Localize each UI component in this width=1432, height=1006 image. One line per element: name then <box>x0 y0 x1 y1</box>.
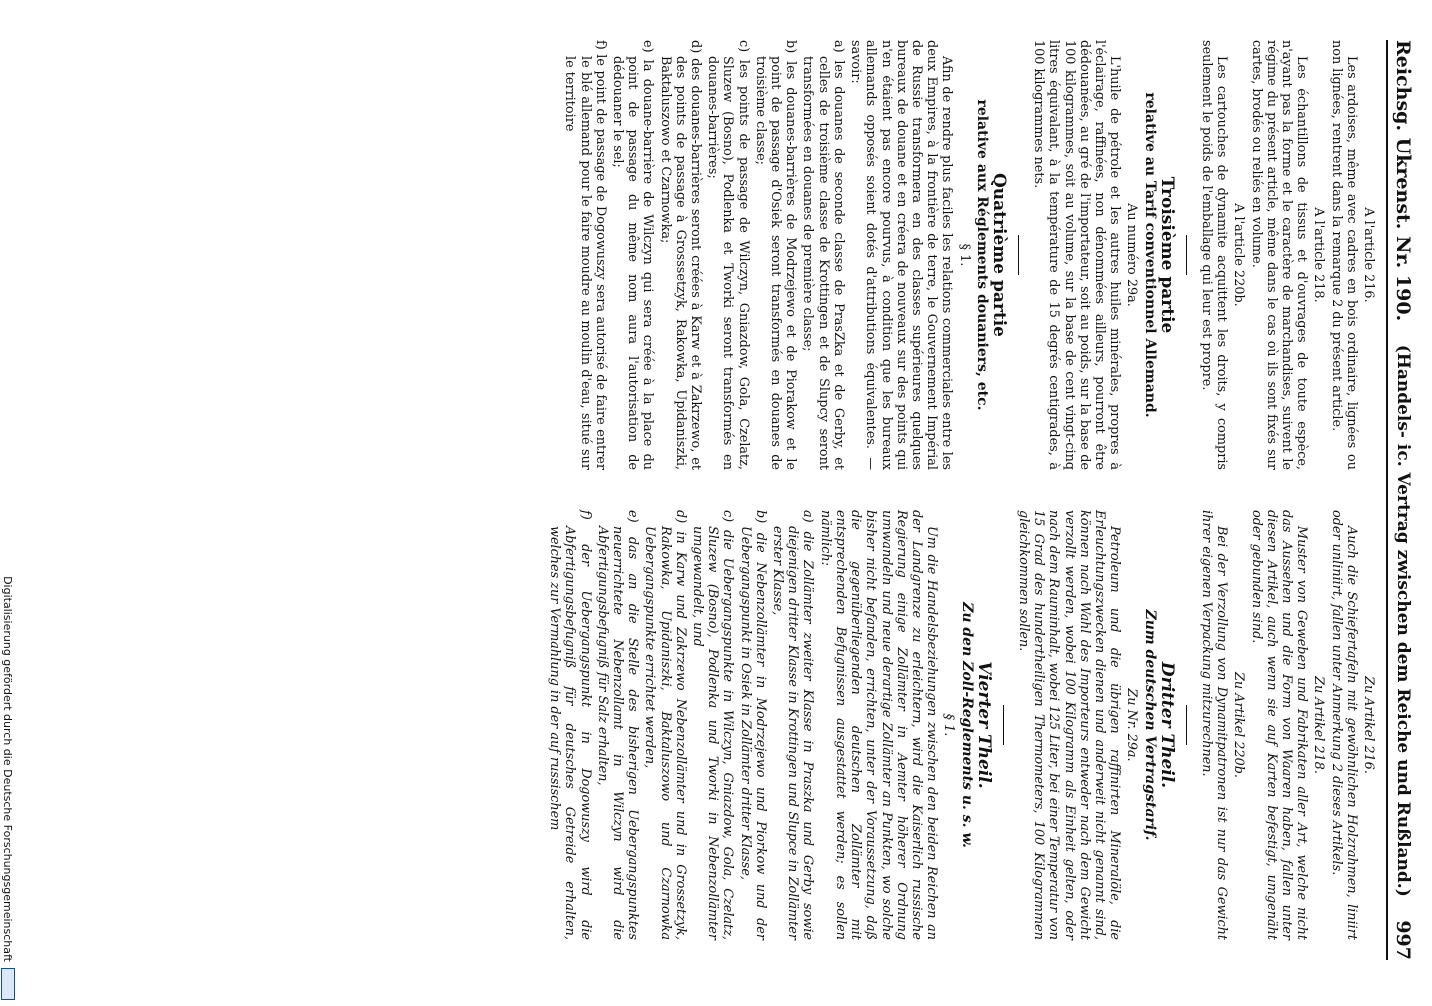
de-item: e) das an die Stelle des bisherigen Uebergangspunktes neuerrichtete Nebenzollamt in Wilczyn wird die Abfertigungsbefugniß für Salz erhalten, <box>594 510 641 940</box>
fr-item: d) des douanes-barrières seront créées à Karw et à Zakrzewo, et des points de passage à Grosssetzyk, Rakowka, Upidaniszki, Baktaluszowo et Czarnowka; <box>657 40 704 470</box>
de-art216-heading: Zu Artikel 216. <box>1361 676 1376 774</box>
dfg-logo-icon <box>1 968 15 1000</box>
fr-part3-subtitle: relative au Tarif conventionnel Allemand. <box>1141 92 1158 418</box>
fr-item: e) la douane-barrière de Wilczyn qui sera créée à la place du point de passage du même nom aura l'autorisation de dédouaner le sel; <box>610 40 656 470</box>
de-item: a) die Zollämter zweiter Klasse in Praszka und Gerby sowie diejenigen dritter Klasse in Krottingen und Slupce in Zollämter erster Klasse, <box>770 510 816 940</box>
fr-art218-text: Les échantillons de tissus et d'ouvrages de toute espèce, n'ayant pas la forme et le caractère de marchandises, suivent le régime du présent article, même dans le cas où ils sont fixés sur cartes, brodés ou reliés en volume. <box>1248 40 1310 470</box>
de-art220-heading: Zu Artikel 220b. <box>1231 672 1247 778</box>
de-item: c) die Uebergangspunkte in Wilczyn, Gniazdow, Gola, Czelatz, Sluzew (Bosno), Podlenka und Tworki in Nebenzollämter umgewandelt, und <box>690 510 736 940</box>
fr-part3-title: Troisième partie <box>1156 176 1177 334</box>
page-header <box>1386 40 1418 960</box>
fr-item: b) les douanes-barrières de Modrzejewo et de Piorakow et le point de passage d'Osiek seront transformés en douanes de troisième classe; <box>752 40 799 470</box>
page-number: 997 <box>1392 920 1414 960</box>
de-item: b) die Nebenzollämter in Modrzejewo und Piorkow und der Uebergangspunkt in Osiek in Zollämter dritter Klasse, <box>737 510 768 940</box>
fr-art220-heading: A l'article 220b. <box>1231 203 1247 307</box>
fr-art216-heading: A l'article 216. <box>1361 207 1376 303</box>
de-part4-title: Vierter Theil. <box>973 661 994 789</box>
de-no29-text: Petroleum und die übrigen raffinirten Mineralöle, die Erleuchtungszwecken dienen und anderweit nicht genannt sind, können nach Wahl des Importeurs entweder nach dem Gewicht verzollt werden, wobei 100 Kilogramm als Einheit gelten, oder nach dem Rauminhalt, wobei 125 Liter, bei einer Temperatur von 15 Grad des hundertheiligen Thermometers, 100 Kilogrammen gleichkommen sollen. <box>1015 510 1123 940</box>
fr-item: a) les douanes de seconde classe de PrasZka et de Gerby, et celles de troisième classe de Krottingen et de Slupcy seront transformées en douanes de première classe; <box>800 40 846 470</box>
digitization-credit-text: Digitalisierung gefördert durch die Deutsche Forschungsgemeinschaft <box>1 576 15 962</box>
de-part4-subtitle: Zu den Zoll-Reglements u. s. w. <box>958 602 975 848</box>
section-divider <box>1186 705 1187 745</box>
french-column <box>560 40 1376 470</box>
fr-art218-heading: A l'article 218. <box>1311 207 1327 303</box>
german-column <box>545 510 1376 940</box>
fr-no29-heading: Au numéro 29a. <box>1124 203 1140 307</box>
de-item: d) in Karw und Zakrzewo Nebenzollämter und in Grossetzyk, Rakowka, Upidaniszki, Baktaluszowo und Czarnowka Uebergangspunkte errichtet werden, <box>642 510 688 940</box>
de-part3-title: Dritter Theil. <box>1156 661 1177 789</box>
fr-part4-subtitle: relative aux Réglements douaniers, etc. <box>973 99 990 411</box>
de-sec1-heading: § 1. <box>941 713 957 737</box>
header-gazette-ref: Reichsg. Ukrenst. Nr. 190. <box>1392 40 1414 322</box>
section-divider <box>1003 705 1004 745</box>
de-art218-text: Muster von Geweben und Fabrikaten aller Art, welche nicht das Aussehen und die Form von Waaren haben, fallen unter diesen Artikel, auch wenn sie auf Karten befestigt, umgenäht oder gebunden sind. <box>1248 510 1310 940</box>
de-no29-heading: Zu Nr. 29a. <box>1124 688 1140 762</box>
fr-no29-text: L'huile de pétrole et les autres huiles minérales, propres à l'éclairage, raffinées, non dénommées ailleurs, pourront être dédouanées, au gré de l'importateur, soit au poids, sur la base de 100 kilogrammes, soit au volume, sur la base de cent vingt-cinq litres équivalant, à la température de 15 degrés centigrades, à 100 kilogrammes nets. <box>1031 40 1123 470</box>
header-treaty-title: (Handels- ic. Vertrag zwischen dem Reiche und Rußland.) <box>1393 344 1413 897</box>
section-divider <box>1018 235 1019 275</box>
de-art216-text: Auch die Schiefertafeln mit gewöhnlichen Holzrahmen, liniirt oder unliniirt, fallen unter Anmerkung 2 dieses Artikels. <box>1328 510 1359 940</box>
fr-art220-text: Les cartouches de dynamite acquittent les droits, y compris seulement le poids de l'emballage qui leur est propre. <box>1198 40 1230 470</box>
fr-sec1-heading: § 1. <box>956 243 972 267</box>
de-art220-text: Bei der Verzollung von Dynamitpatronen ist nur das Gewicht ihrer eigenen Verpackung mitzurechnen. <box>1198 510 1230 940</box>
fr-art216-text: Les ardoises, même avec cadres en bois ordinaire, lignées ou non lignées, rentrent dans la remarque 2 du présent article. <box>1328 40 1359 470</box>
de-sec1-text: Um die Handelsbeziehungen zwischen den beiden Reichen an der Landgrenze zu erleichtern, wird die Kaiserlich russische Regierung einige Zollämter in Aemter höherer Ordnung umwandeln und neue derartige Zollämter an Punkten, wo solche bisher nicht befanden, errichten, unter der Voraussetzung, daß die gegenüberliegenden deutschen Zollämter mit entsprechenden Befugnissen ausgestattet werden; es sollen nämlich: <box>817 510 940 940</box>
de-item: f) der Uebergangspunkt in Dogowuszy wird die Abfertigungsbefugniß für deutsches Getreide erhalten, welches zur Vermahlung in der auf russischem <box>547 510 593 940</box>
fr-item: f) le point de passage de Dogowuszy sera autorisé de faire entrer le blé allemand pour le faire moudre au moulin d'eau, situé sur le territoire <box>562 40 608 470</box>
section-divider <box>1186 235 1187 275</box>
de-art218-heading: Zu Artikel 218. <box>1311 676 1327 774</box>
fr-part4-title: Quatrième partie <box>988 173 1009 337</box>
fr-item: c) les points de passage de Wilczyn, Gniazdow, Gola, Czelatz, Sluzew (Bosno), Podlenka et Tworki seront transformés en douanes-barrières; <box>705 40 751 470</box>
de-part3-subtitle: Zum deutschen Vertragstarif. <box>1141 609 1158 841</box>
digitization-credit <box>0 0 16 1006</box>
fr-sec1-text: Afin de rendre plus faciles les relations commerciales entre les deux Empires, à la frontière de terre, le Gouvernement Impérial de Russie transformera en des classes supérieures quelques bureaux de douane et en créera de nouveaux sur des points qui n'en étaient pas encore pourvus, à condition que les bureaux allemands opposés soient dotés d'attributions équivalentes. — savoir: <box>848 40 955 470</box>
